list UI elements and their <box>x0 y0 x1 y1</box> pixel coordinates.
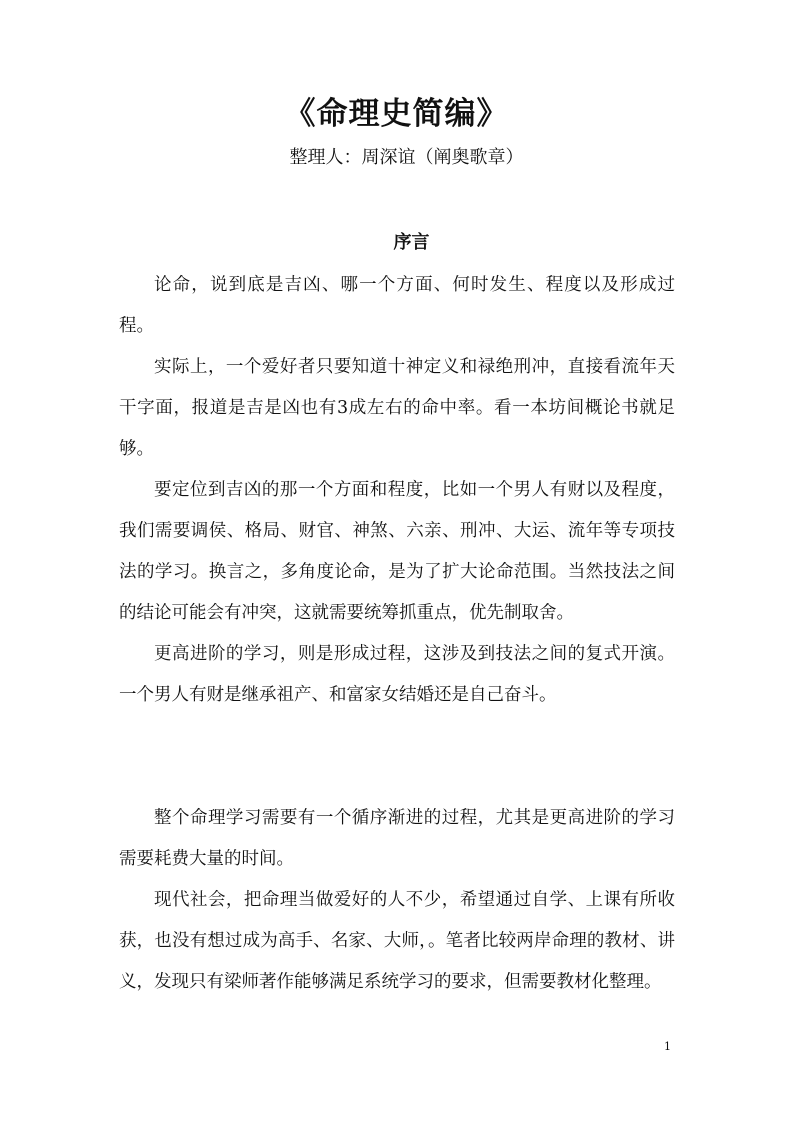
compiler-line: 整理人：周深谊（阐奥歌章） <box>289 147 524 168</box>
paragraph-gap <box>119 757 675 798</box>
page-number: 1 <box>664 1040 671 1053</box>
body-text <box>119 265 675 1003</box>
paragraph-gap <box>119 716 675 757</box>
paragraph: 要定位到吉凶的那一个方面和程度，比如一个男人有财以及程度，我们需要调侯、格局、财官、神煞、六亲、刑冲、大运、流年等专项技法的学习。换言之，多角度论命，是为了扩大论命范围。当然技法之间的结论可能会有冲突，这就需要统筹抓重点，优先制取舍。 <box>119 480 675 623</box>
document-title: 《命理史简编》 <box>284 96 509 132</box>
paragraph: 整个命理学习需要有一个循序渐进的过程，尤其是更高进阶的学习需要耗费大量的时间。 <box>119 808 675 869</box>
paragraph: 更高进阶的学习，则是形成过程，这涉及到技法之间的复式开演。一个男人有财是继承祖产、和富家女结婚还是自己奋斗。 <box>119 644 675 705</box>
paragraph: 现代社会，把命理当做爱好的人不少，希望通过自学、上课有所收获，也没有想过成为高手、名家、大师，。笔者比较两岸命理的教材、讲义，发现只有梁师著作能够满足系统学习的要求，但需要教材化整理。 <box>119 890 675 992</box>
section-heading-preface: 序言 <box>393 232 430 253</box>
paragraph: 论命，说到底是吉凶、哪一个方面、何时发生、程度以及形成过程。 <box>119 275 675 336</box>
paragraph: 实际上，一个爱好者只要知道十神定义和禄绝刑冲，直接看流年天干字面，报道是吉是凶也有3成左右的命中率。看一本坊间概论书就足够。 <box>119 357 675 459</box>
